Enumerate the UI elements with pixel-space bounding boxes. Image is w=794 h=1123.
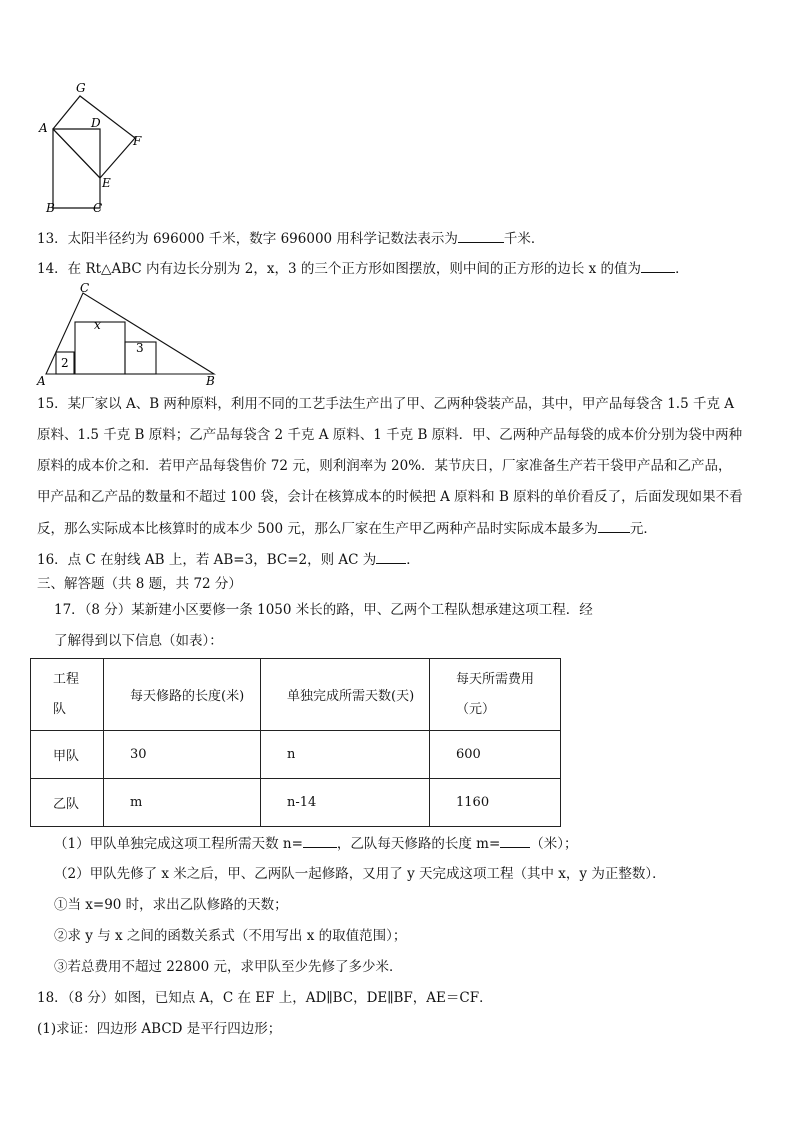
label-3: 3 xyxy=(136,341,144,355)
table-cell: 乙队 xyxy=(31,779,104,827)
answer-blank xyxy=(376,549,406,564)
question-17-sub-1 xyxy=(54,833,578,854)
label-e: E xyxy=(102,176,111,190)
question-17-part-ii: ②求 y 与 x 之间的函数关系式（不用写出 x 的取值范围）； xyxy=(54,928,407,944)
triangle-abc xyxy=(46,293,214,374)
question-13-tail: 千米． xyxy=(503,231,545,247)
label-b: B xyxy=(206,374,215,388)
table-header-cell: 每天修路的长度(米) xyxy=(104,659,261,731)
label-c: C xyxy=(93,201,103,215)
question-13 xyxy=(37,228,544,249)
figure-squares-gaef xyxy=(30,78,160,218)
square-agfe xyxy=(53,96,135,178)
question-14-text: 14．在 Rt△ABC 内有边长分别为 2，x，3 的三个正方形如图摆放，则中间的正方形的边长 x 的值为 xyxy=(37,261,642,277)
diagonal-ae xyxy=(53,129,100,178)
label-2: 2 xyxy=(61,356,69,370)
question-16 xyxy=(37,549,420,570)
label-d: D xyxy=(91,116,101,130)
question-17-sub-1-b: ，乙队每天修路的长度 m= xyxy=(336,836,501,852)
table-row xyxy=(31,779,561,827)
answer-blank xyxy=(500,833,530,848)
question-15-line-1: 15．某厂家以 A、B 两种原料，利用不同的工艺手法生产出了甲、乙两种袋装产品，其中，甲产品每袋含 1.5 千克 A xyxy=(37,396,735,412)
label-x: x xyxy=(94,318,101,332)
section-title: 三、解答题（共 8 题，共 72 分） xyxy=(37,576,242,592)
question-14 xyxy=(37,258,689,279)
question-18: 18．（8 分）如图，已知点 A，C 在 EF 上，AD∥BC，DE∥BF，AE＝CF． xyxy=(37,990,493,1006)
question-18-part-1: (1)求证：四边形 ABCD 是平行四边形； xyxy=(37,1021,282,1037)
info-table xyxy=(30,658,561,827)
answer-blank xyxy=(641,258,675,273)
label-a: A xyxy=(39,121,48,135)
question-17-sub-2: （2）甲队先修了 x 米之后，甲、乙两队一起修路，又用了 y 天完成这项工程（其中 x，y 为正整数）． xyxy=(54,866,666,882)
question-17-part-i: ①当 x=90 时，求出乙队修路的天数； xyxy=(54,897,288,913)
label-f: F xyxy=(133,134,142,148)
table-cell: m xyxy=(104,779,261,827)
answer-blank xyxy=(303,833,337,848)
question-17-sub-1-a: （1）甲队单独完成这项工程所需天数 n= xyxy=(54,836,303,852)
square-abcd xyxy=(53,129,100,208)
label-b: B xyxy=(46,201,55,215)
table-header-cell: 每天所需费用 （元） xyxy=(430,659,561,731)
question-15-line-2: 原料、1.5 千克 B 原料；乙产品每袋含 2 千克 A 原料、1 千克 B 原料．甲、乙两种产品每袋的成本价分别为袋中两种 xyxy=(37,427,743,443)
question-16-text: 16．点 C 在射线 AB 上，若 AB=3，BC=2，则 AC 为 xyxy=(37,552,377,568)
table-cell: 600 xyxy=(430,731,561,779)
question-15-line-3: 原料的成本价之和．若甲产品每袋售价 72 元，则利润率为 20%．某节庆日，厂家准备生产若干袋甲产品和乙产品， xyxy=(37,458,732,474)
table-cell: 1160 xyxy=(430,779,561,827)
label-a: A xyxy=(37,374,46,388)
question-17-line-1: 17．（8 分）某新建小区要修一条 1050 米长的路，甲、乙两个工程队想承建这项工程．经 xyxy=(54,602,593,618)
table-cell: 甲队 xyxy=(31,731,104,779)
table-cell: n-14 xyxy=(261,779,430,827)
answer-blank xyxy=(458,228,504,243)
table-row xyxy=(31,731,561,779)
question-13-text: 13．太阳半径约为 696000 千米，数字 696000 用科学记数法表示为 xyxy=(37,231,458,247)
question-15-line-5 xyxy=(37,518,657,539)
question-17-sub-1-c: （米）； xyxy=(530,836,578,852)
table-header-row xyxy=(31,659,561,731)
question-17-line-2: 了解得到以下信息（如表）： xyxy=(54,633,223,649)
label-g: G xyxy=(76,81,86,95)
question-15-text: 反，那么实际成本比核算时的成本少 500 元，那么厂家在生产甲乙两种产品时实际成本最多为 xyxy=(37,521,598,537)
question-15-line-4: 甲产品和乙产品的数量和不超过 100 袋，会计在核算成本的时候把 A 原料和 B 原料的单价看反了，后面发现如果不看 xyxy=(37,489,743,505)
figure-triangle-squares xyxy=(34,282,224,388)
answer-blank xyxy=(598,518,630,533)
question-15-tail: 元． xyxy=(629,521,657,537)
question-14-tail: ． xyxy=(675,261,689,277)
table-cell: n xyxy=(261,731,430,779)
label-c: C xyxy=(80,282,90,295)
table-cell: 30 xyxy=(104,731,261,779)
question-16-tail: ． xyxy=(406,552,420,568)
table-header-cell: 工程 队 xyxy=(31,659,104,731)
table-header-cell: 单独完成所需天数(天) xyxy=(261,659,430,731)
question-17-part-iii: ③若总费用不超过 22800 元，求甲队至少先修了多少米． xyxy=(54,959,403,975)
